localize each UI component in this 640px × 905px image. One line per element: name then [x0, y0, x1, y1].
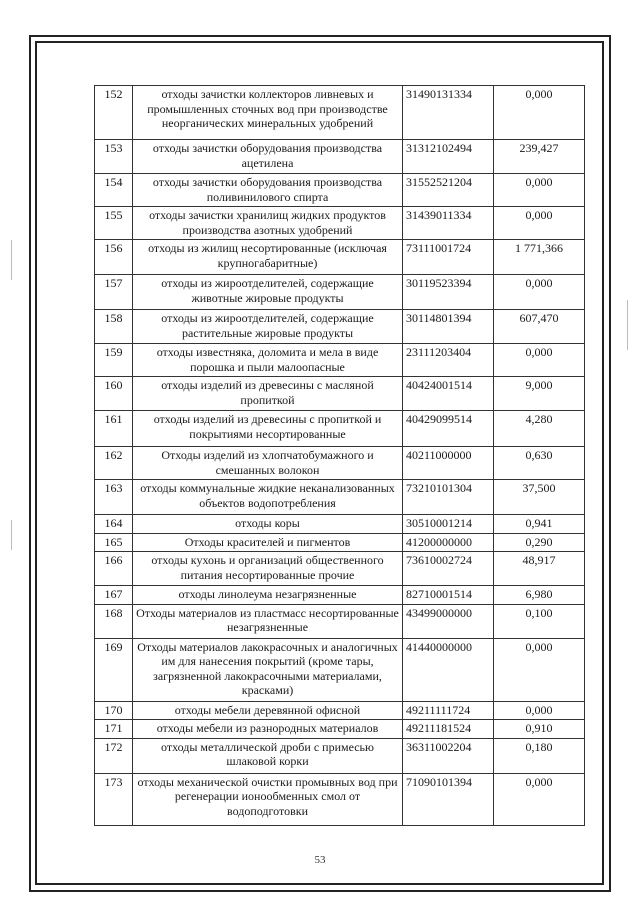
- waste-code: 41200000000: [403, 533, 494, 552]
- scan-margin-mark: [11, 240, 12, 280]
- row-number: 153: [95, 140, 133, 174]
- waste-mass: 0,910: [494, 720, 585, 739]
- waste-mass: 0,000: [494, 275, 585, 310]
- table-row: [95, 207, 585, 240]
- table-row: [95, 240, 585, 275]
- table-row: [95, 174, 585, 207]
- waste-mass: 9,000: [494, 377, 585, 411]
- waste-code: 30119523394: [403, 275, 494, 310]
- waste-table-body: [95, 86, 585, 826]
- table-row: [95, 738, 585, 773]
- row-number: 163: [95, 480, 133, 515]
- waste-mass: 0,000: [494, 344, 585, 377]
- table-row: [95, 310, 585, 344]
- table-row: [95, 533, 585, 552]
- row-number: 170: [95, 701, 133, 720]
- waste-name: отходы зачистки хранилищ жидких продуктов производства азотных удобрений: [133, 207, 403, 240]
- table-row: [95, 140, 585, 174]
- row-number: 154: [95, 174, 133, 207]
- table-row: [95, 701, 585, 720]
- table-row: [95, 515, 585, 534]
- table-row: [95, 447, 585, 480]
- waste-name: Отходы красителей и пигментов: [133, 533, 403, 552]
- waste-mass: 0,630: [494, 447, 585, 480]
- waste-mass: 0,000: [494, 638, 585, 701]
- table-row: [95, 720, 585, 739]
- waste-mass: 0,000: [494, 86, 585, 140]
- waste-name: отходы коры: [133, 515, 403, 534]
- waste-name: отходы из жироотделителей, содержащие растительные жировые продукты: [133, 310, 403, 344]
- waste-code: 31552521204: [403, 174, 494, 207]
- waste-code: 41440000000: [403, 638, 494, 701]
- waste-name: Отходы изделий из хлопчатобумажного и смешанных волокон: [133, 447, 403, 480]
- waste-name: отходы зачистки оборудования производства поливинилового спирта: [133, 174, 403, 207]
- table-row: [95, 552, 585, 586]
- waste-name: отходы известняка, доломита и мела в виде порошка и пыли малоопасные: [133, 344, 403, 377]
- waste-code: 36311002204: [403, 738, 494, 773]
- waste-code: 73210101304: [403, 480, 494, 515]
- waste-mass: 1 771,366: [494, 240, 585, 275]
- waste-code: 71090101394: [403, 773, 494, 825]
- waste-mass: 607,470: [494, 310, 585, 344]
- row-number: 169: [95, 638, 133, 701]
- row-number: 158: [95, 310, 133, 344]
- waste-code: 30114801394: [403, 310, 494, 344]
- waste-code: 73610002724: [403, 552, 494, 586]
- table-row: [95, 773, 585, 825]
- waste-mass: 0,290: [494, 533, 585, 552]
- row-number: 160: [95, 377, 133, 411]
- row-number: 172: [95, 738, 133, 773]
- waste-name: Отходы материалов из пластмасс несортированные незагрязненные: [133, 604, 403, 638]
- waste-code: 49211181524: [403, 720, 494, 739]
- row-number: 165: [95, 533, 133, 552]
- waste-mass: 0,100: [494, 604, 585, 638]
- waste-name: отходы кухонь и организаций общественного питания несортированные прочие: [133, 552, 403, 586]
- row-number: 155: [95, 207, 133, 240]
- row-number: 173: [95, 773, 133, 825]
- row-number: 167: [95, 586, 133, 605]
- row-number: 171: [95, 720, 133, 739]
- row-number: 152: [95, 86, 133, 140]
- table-row: [95, 275, 585, 310]
- waste-name: отходы мебели деревянной офисной: [133, 701, 403, 720]
- waste-name: отходы линолеума незагрязненные: [133, 586, 403, 605]
- waste-code: 40424001514: [403, 377, 494, 411]
- waste-code: 31490131334: [403, 86, 494, 140]
- waste-mass: 0,180: [494, 738, 585, 773]
- row-number: 168: [95, 604, 133, 638]
- waste-table: [94, 85, 585, 826]
- waste-code: 40429099514: [403, 411, 494, 447]
- waste-code: 73111001724: [403, 240, 494, 275]
- waste-mass: 48,917: [494, 552, 585, 586]
- row-number: 157: [95, 275, 133, 310]
- waste-code: 43499000000: [403, 604, 494, 638]
- waste-mass: 0,000: [494, 207, 585, 240]
- table-row: [95, 586, 585, 605]
- waste-mass: 239,427: [494, 140, 585, 174]
- row-number: 161: [95, 411, 133, 447]
- waste-name: отходы механической очистки промывных вод при регенерации ионообменных смол от водоподготовки: [133, 773, 403, 825]
- waste-name: отходы металлической дроби с примесью шлаковой корки: [133, 738, 403, 773]
- row-number: 159: [95, 344, 133, 377]
- scan-margin-mark: [627, 300, 628, 350]
- waste-mass: 0,000: [494, 701, 585, 720]
- waste-name: отходы из жироотделителей, содержащие животные жировые продукты: [133, 275, 403, 310]
- waste-code: 40211000000: [403, 447, 494, 480]
- scan-margin-mark: [11, 520, 12, 550]
- waste-name: отходы изделий из древесины с пропиткой и покрытиями несортированные: [133, 411, 403, 447]
- row-number: 162: [95, 447, 133, 480]
- table-row: [95, 344, 585, 377]
- waste-code: 31312102494: [403, 140, 494, 174]
- waste-code: 31439011334: [403, 207, 494, 240]
- waste-mass: 0,941: [494, 515, 585, 534]
- row-number: 166: [95, 552, 133, 586]
- waste-name: отходы из жилищ несортированные (исключая крупногабаритные): [133, 240, 403, 275]
- waste-mass: 4,280: [494, 411, 585, 447]
- row-number: 156: [95, 240, 133, 275]
- waste-name: отходы коммунальные жидкие неканализованных объектов водопотребления: [133, 480, 403, 515]
- table-row: [95, 604, 585, 638]
- waste-code: 23111203404: [403, 344, 494, 377]
- waste-code: 49211111724: [403, 701, 494, 720]
- waste-name: отходы зачистки коллекторов ливневых и промышленных сточных вод при производстве неорганических минеральных удобрений: [133, 86, 403, 140]
- waste-name: Отходы материалов лакокрасочных и аналогичных им для нанесения покрытий (кроме тары, загрязненной лакокрасочными материалами, красками): [133, 638, 403, 701]
- waste-code: 30510001214: [403, 515, 494, 534]
- waste-mass: 0,000: [494, 174, 585, 207]
- waste-mass: 37,500: [494, 480, 585, 515]
- table-row: [95, 480, 585, 515]
- table-row: [95, 377, 585, 411]
- waste-code: 82710001514: [403, 586, 494, 605]
- waste-mass: 6,980: [494, 586, 585, 605]
- waste-mass: 0,000: [494, 773, 585, 825]
- waste-name: отходы зачистки оборудования производства ацетилена: [133, 140, 403, 174]
- table-row: [95, 638, 585, 701]
- waste-name: отходы мебели из разнородных материалов: [133, 720, 403, 739]
- table-row: [95, 411, 585, 447]
- page-number: 53: [314, 854, 326, 866]
- row-number: 164: [95, 515, 133, 534]
- waste-name: отходы изделий из древесины с масляной пропиткой: [133, 377, 403, 411]
- table-row: [95, 86, 585, 140]
